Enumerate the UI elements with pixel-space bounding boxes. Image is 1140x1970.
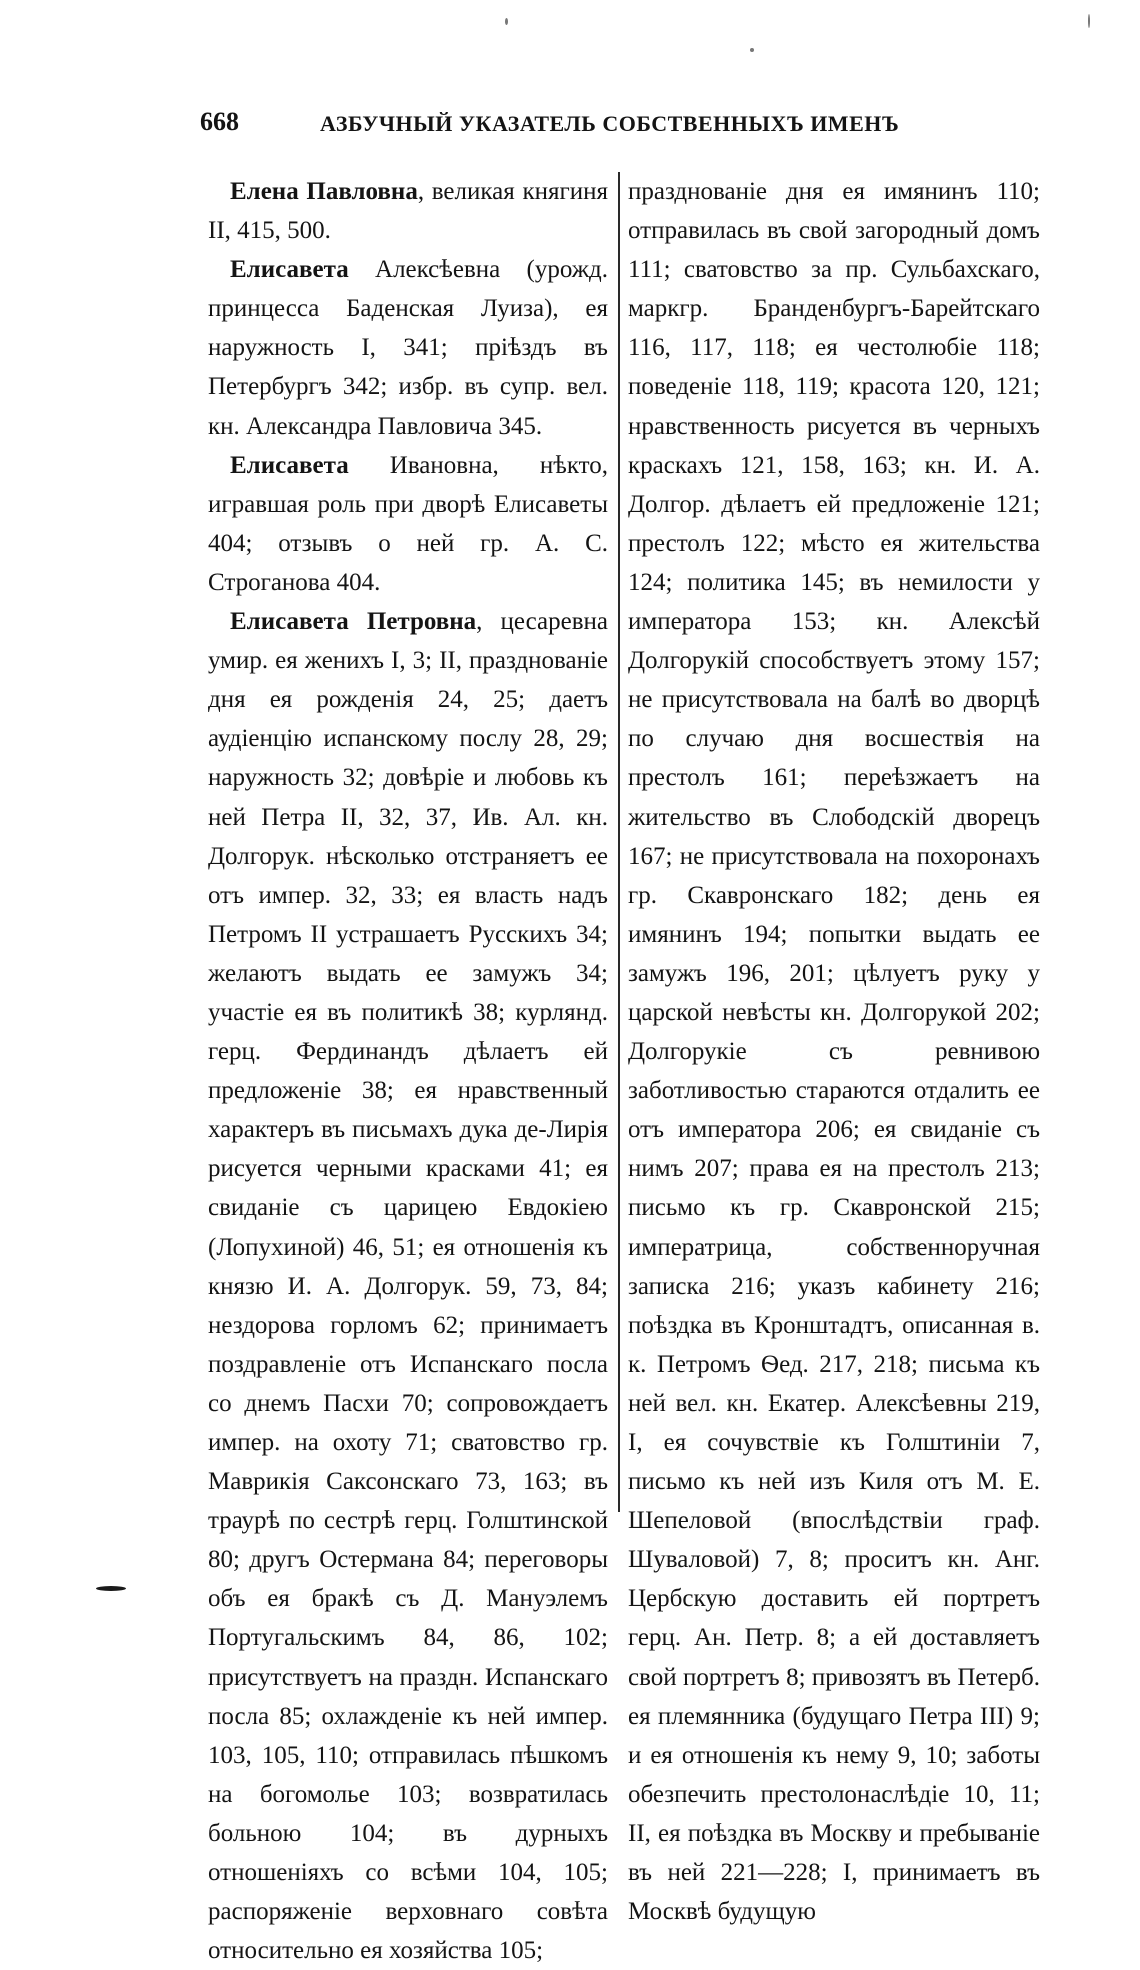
running-title: АЗБУЧНЫЙ УКАЗАТЕЛЬ СОБСТВЕННЫХЪ ИМЕНЪ <box>320 111 900 136</box>
entry-text: Ивановна, нѣкто, игравшая роль при дворѣ Елисаветы 404; отзывъ о ней гр. А. С. Строганова 404. <box>208 451 608 596</box>
column-divider <box>618 172 620 1512</box>
entry-text: , цесаревна умир. ея женихъ I, 3; II, празднованiе дня ея рожденiя 24, 25; даетъ аудiенцiю испанскому послу 28, 29; наружность 32; довѣрiе и любовь къ ней Петра II, 32, 37, Ив. Ал. кн. Долгорук. нѣсколько отстраняетъ ее отъ импер. 32, 33; ея власть надъ Петромъ II устрашаетъ Русскихъ 34; желаютъ выдать ее замужъ 34; участiе ея въ политикѣ 38; курлянд. герц. Фердинандъ дѣлаетъ ей предложенiе 38; ея нравственный характеръ въ письмахъ дука де-Лирiя рисуется черными красками 41; ея свиданiе съ царицею Евдокiею (Лопухиной) 46, 51; ея отношенiя къ князю И. А. Долгорук. 59, 73, 84; нездорова горломъ 62; принимаетъ поздравленiе отъ Испанскаго посла со днемъ Пасхи 70; сопровождаетъ импер. на охоту 71; сватовство гр. Маврикiя Саксонскаго 73, 163; въ траурѣ по сестрѣ герц. Голштинской 80; другъ Остермана 84; переговоры объ ея бракѣ съ Д. Мануэлемъ Португальскимъ 84, 86, 102; присутствуетъ на праздн. Испанскаго посла 85; охлажденiе къ ней импер. 103, 105, 110; отправилась пѣшкомъ на богомолье 103; возвратилась больною 104; въ дурныхъ отношенiяхъ со всѣми 104, 105; распоряженiе верховнаго совѣта относительно ея хозяйства 105; <box>208 608 608 1965</box>
entry-head: Елисавета <box>230 256 349 284</box>
index-entry <box>208 172 608 250</box>
margin-ink-mark <box>96 1586 126 1591</box>
index-entry <box>208 446 608 602</box>
entry-text: , великая княгиня II, 415, 500. <box>208 178 608 245</box>
entry-head: Елисавета <box>230 451 349 479</box>
continued-entry-text: празднованiе дня ея имянинъ 110; отправилась въ свой загородный домъ 111; сватовство за пр. Сульбахскаго, маркгр. Бранденбургъ-Барейтскаго 116, 117, 118; ея честолюбiе 118; поведенiе 118, 119; красота 120, 121; нравственность рисуется въ черныхъ краскахъ 121, 158, 163; кн. И. А. Долгор. дѣлаетъ ей предложенiе 121; престолъ 122; мѣсто ея жительства 124; политика 145; въ немилости у императора 153; кн. Алексѣй Долгорукiй способствуетъ этому 157; не присутствовала на балѣ во дворцѣ по случаю дня восшествiя на престолъ 161; переѣзжаетъ на жительство въ Слободскiй дворецъ 167; не присутствовала на похоронахъ гр. Скавронскаго 182; день ея имянинъ 194; попытки выдать ее замужъ 196, 201; цѣлуетъ руку у царской невѣсты кн. Долгорукой 202; Долгорукiе съ ревнивою заботливостью стараются отдалить ее отъ императора 206; ея свиданiе съ нимъ 207; права ея на престолъ 213; письмо къ гр. Скавронской 215; императрица, собственноручная записка 216; указъ кабинету 216; поѣздка въ Кронштадтъ, описанная в. к. Петромъ Ѳед. 217, 218; письма къ ней вел. кн. Екатер. Алексѣевны 219, I, ея сочувствiе къ Голштинiи 7, письмо къ ней изъ Киля отъ М. Е. Шепеловой (впослѣдствiи граф. Шуваловой) 7, 8; проситъ кн. Анг. Цербскую доставить ей портретъ герц. Ан. Петр. 8; а ей доставляетъ свой портретъ 8; привозятъ въ Петерб. ея племянника (будущаго Петра III) 9; и ея отношенiя къ нему 9, 10; заботы обезпечить престолонаслѣдiе 10, 11; II, ея поѣздка въ Москву и пребыванiе въ ней 221—228; I, принимаетъ въ Москвѣ будущую <box>628 178 1040 1926</box>
page-number: 668 <box>200 107 239 136</box>
scan-speck <box>505 18 508 25</box>
entry-text: Алексѣевна (урожд. принцесса Баденская Луиза), ея наружность I, 341; прiѣздъ въ Петербургъ 342; избр. въ супр. вел. кн. Александра Павловича 345. <box>208 256 608 440</box>
entry-head: Елисавета Петровна <box>230 608 477 636</box>
entry-head: Елена Павловна <box>230 178 418 205</box>
scan-speck <box>1088 14 1090 28</box>
right-column <box>628 172 1040 1931</box>
scan-speck <box>750 48 754 52</box>
left-column <box>208 172 608 1970</box>
index-entry <box>208 250 608 445</box>
page-header <box>200 107 900 137</box>
index-entry <box>208 602 608 1970</box>
